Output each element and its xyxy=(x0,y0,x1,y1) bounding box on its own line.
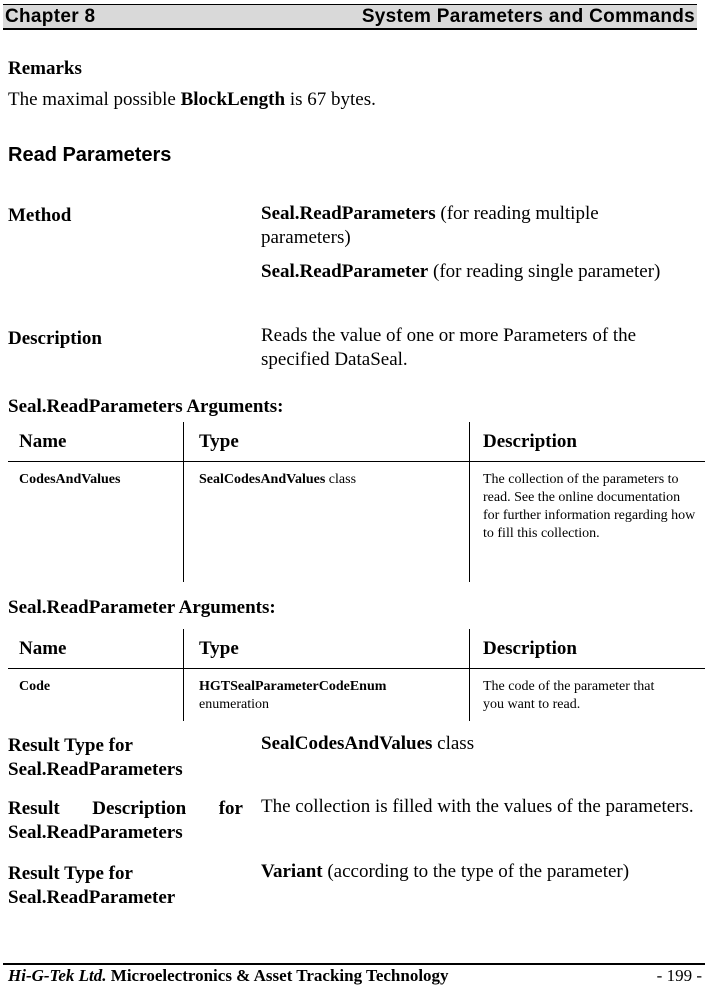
remarks-heading: Remarks xyxy=(8,58,82,79)
table2-header-name: Name xyxy=(8,629,184,669)
table1 xyxy=(8,422,705,582)
table2-cell-description: The code of the parameter that you want to read. xyxy=(470,669,706,721)
table1-cell-description: The collection of the parameters to read. See the online documentation for further information regarding how to fill this collection. xyxy=(470,462,706,582)
chapter-title: System Parameters and Commands xyxy=(361,5,695,27)
table2-cell-name: Code xyxy=(19,679,51,694)
table2-title: Seal.ReadParameter Arguments: xyxy=(8,597,276,618)
table1-cell-name: CodesAndValues xyxy=(19,472,121,487)
remarks-term: BlockLength xyxy=(180,89,286,110)
table1-header-description: Description xyxy=(470,422,706,462)
table1-cell-type: SealCodesAndValues class xyxy=(184,462,470,582)
result-type-multi-label: Result Type for Seal.ReadParameters xyxy=(8,735,183,780)
result-desc-multi-text: The collection is filled with the values of the parameters. xyxy=(261,796,694,817)
page-footer xyxy=(8,966,702,986)
table-row xyxy=(8,462,705,582)
table2-header-description: Description xyxy=(470,629,706,669)
table2-cell-type: HGTSealParameterCodeEnum enumeration xyxy=(184,669,470,721)
result-type-single-value: Variant (according to the type of the parameter) xyxy=(261,861,630,882)
description-label: Description xyxy=(8,328,102,349)
chapter-label: Chapter 8 xyxy=(5,5,96,27)
table1-header-row xyxy=(8,422,705,462)
section-title: Read Parameters xyxy=(8,144,172,166)
table1-header-name: Name xyxy=(8,422,184,462)
method-value-single: Seal.ReadParameter (for reading single parameter) xyxy=(261,261,661,282)
table-row xyxy=(8,669,705,721)
description-text: Reads the value of one or more Parameters of the specified DataSeal. xyxy=(261,325,637,370)
table2-header-type: Type xyxy=(184,629,470,669)
footer-company: Hi-G-Tek Ltd. Microelectronics & Asset Tracking Technology xyxy=(8,966,449,985)
page-header xyxy=(3,4,697,30)
table2-header-row xyxy=(8,629,705,669)
method-label: Method xyxy=(8,205,72,226)
method-value-multiple: Seal.ReadParameters (for reading multiple parameters) xyxy=(261,203,599,248)
table1-header-type: Type xyxy=(184,422,470,462)
table2 xyxy=(8,629,705,721)
footer-divider xyxy=(3,963,705,965)
remarks-text: The maximal possible BlockLength is 67 bytes. xyxy=(8,89,376,110)
table1-title: Seal.ReadParameters Arguments: xyxy=(8,396,284,417)
result-type-multi-value: SealCodesAndValues class xyxy=(261,733,475,754)
page-number: - 199 - xyxy=(656,966,702,985)
result-desc-multi-label: Result Description for Seal.ReadParameters xyxy=(8,798,243,843)
result-type-single-label: Result Type for Seal.ReadParameter xyxy=(8,863,176,908)
